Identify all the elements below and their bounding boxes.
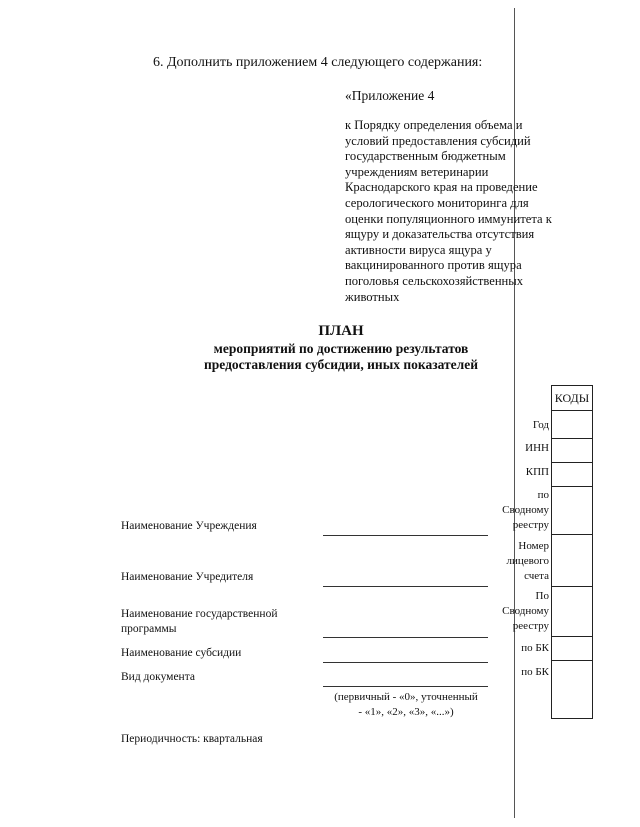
field-subsidy-label: Наименование субсидии: [121, 647, 242, 659]
appendix-title: «Приложение 4: [345, 88, 435, 103]
label-line: программы: [121, 623, 177, 635]
label-line: Сводному: [502, 504, 549, 516]
code-cell-inn[interactable]: [552, 438, 592, 463]
plan-subtitle-line: мероприятий по достижению результатов: [213, 341, 469, 356]
code-cell-svod-1[interactable]: [552, 486, 592, 535]
field-program-line[interactable]: [323, 637, 488, 638]
appendix-subtitle-line: активности вируса ящура у: [345, 242, 492, 257]
label-line: по: [537, 489, 549, 501]
code-cell-kpp[interactable]: [552, 462, 592, 487]
label-line: Номер: [518, 540, 549, 552]
appendix-subtitle-line: Краснодарского края на проведение: [345, 180, 538, 195]
appendix-subtitle-line: вакцинированного против ящура: [345, 258, 522, 273]
field-doctype-line[interactable]: [323, 686, 488, 687]
intro-text: 6. Дополнить приложением 4 следующего содержания:: [153, 55, 483, 70]
label-svod-registry-1: [502, 488, 549, 533]
field-institution-label: Наименование Учреждения: [121, 520, 257, 532]
label-kpp: КПП: [525, 466, 549, 478]
hint-line: - «1», «2», «3», «...»): [358, 706, 454, 718]
field-doctype-hint: [320, 690, 492, 720]
label-line: реестру: [512, 519, 549, 531]
appendix-subtitle: [345, 118, 595, 305]
appendix-subtitle-line: государственным бюджетным: [345, 149, 506, 164]
field-institution-line[interactable]: [323, 535, 488, 536]
appendix-subtitle-line: животных: [345, 289, 400, 304]
code-cell-year[interactable]: [552, 410, 592, 439]
field-founder-line[interactable]: [323, 586, 488, 587]
appendix-subtitle-line: серологического мониторинга для: [345, 195, 529, 210]
codes-header: КОДЫ: [552, 386, 592, 411]
label-line: лицевого: [506, 555, 549, 567]
field-founder-label: Наименование Учредителя: [121, 571, 254, 583]
field-subsidy-line[interactable]: [323, 662, 488, 663]
appendix-subtitle-line: к Порядку определения объема и: [345, 118, 523, 132]
appendix-subtitle-line: ящуру и доказательства отсутствия: [345, 227, 535, 242]
label-svod-registry-2: [502, 589, 549, 634]
label-inn: ИНН: [525, 442, 549, 454]
code-cell-svod-2[interactable]: [552, 586, 592, 637]
label-line: По: [535, 590, 549, 602]
hint-line: (первичный - «0», уточненный: [334, 691, 478, 703]
label-line: Наименование государственной: [121, 608, 278, 620]
code-cell-bk-1[interactable]: [552, 636, 592, 661]
label-account-number: [506, 539, 549, 584]
code-cell-bk-2[interactable]: [552, 660, 592, 720]
plan-subtitle: [0, 341, 640, 373]
field-program-label: [121, 607, 277, 637]
plan-title: ПЛАН: [318, 323, 364, 339]
label-year: Год: [532, 419, 549, 431]
field-doctype-label: Вид документа: [121, 671, 195, 683]
label-line: Сводному: [502, 605, 549, 617]
appendix-subtitle-line: учреждениям ветеринарии: [345, 164, 489, 179]
label-bk-1: по БК: [521, 642, 549, 654]
label-bk-2: по БК: [521, 666, 549, 678]
label-line: счета: [524, 570, 549, 582]
plan-subtitle-line: предоставления субсидии, иных показателей: [203, 357, 479, 372]
appendix-subtitle-line: условий предоставления субсидий: [345, 133, 531, 148]
appendix-subtitle-line: оценки популяционного иммунитета к: [345, 211, 552, 226]
codes-table: [551, 385, 593, 719]
periodicity-label: Периодичность: квартальная: [121, 733, 263, 745]
label-line: реестру: [512, 620, 549, 632]
code-cell-account[interactable]: [552, 534, 592, 587]
appendix-subtitle-line: поголовья сельскохозяйственных: [345, 273, 524, 288]
